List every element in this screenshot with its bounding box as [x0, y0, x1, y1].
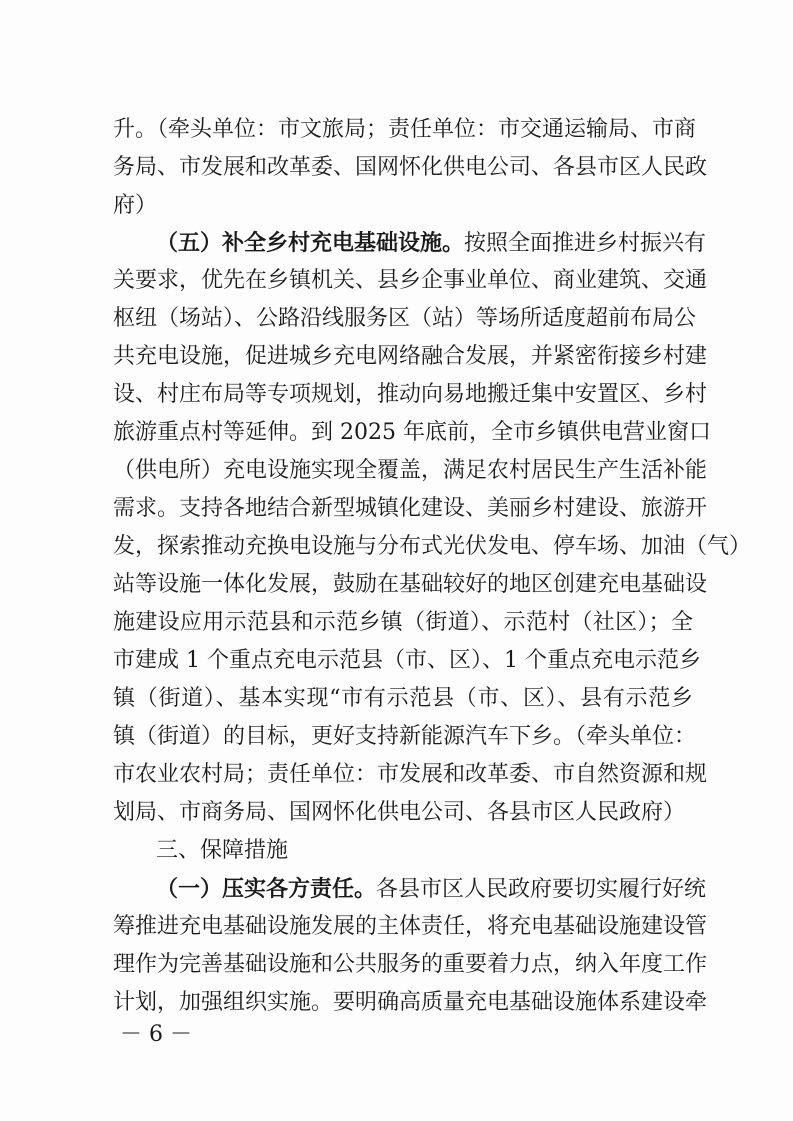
text-line: 发，探索推动充换电设施与分布式光伏发电、停车场、加油（气）	[113, 534, 752, 559]
text-line: 旅游重点村等延伸。到 2025 年底前，全市乡镇供电营业窗口	[113, 420, 711, 445]
section-five-first-line	[156, 228, 707, 258]
section-three-heading: 三、保障措施	[156, 838, 289, 863]
text-line: （供电所）充电设施实现全覆盖，满足农村居民生产生活补能	[113, 458, 708, 483]
text-line: 站等设施一体化发展，鼓励在基础较好的地区创建充电基础设	[113, 572, 708, 597]
page-number: － 6 －	[120, 1022, 192, 1047]
text-line: 施建设应用示范县和示范乡镇（街道）、示范村（社区）；全	[113, 610, 693, 635]
text-line: 镇（街道）的目标，更好支持新能源汽车下乡。（牵头单位：	[113, 724, 697, 749]
subsection-one-first-line	[156, 874, 707, 904]
text-span: 各县市区人民政府要切实履行好统	[376, 877, 707, 902]
text-line: 共充电设施，促进城乡充电网络融合发展，并紧密衔接乡村建	[113, 344, 708, 369]
text-line: 市农业农村局；责任单位：市发展和改革委、市自然资源和规	[113, 762, 708, 787]
text-line: 计划，加强组织实施。要明确高质量充电基础设施体系建设牵	[113, 990, 708, 1015]
text-line: 枢纽（场站）、公路沿线服务区（站）等场所适度超前布局公	[113, 306, 697, 331]
text-span: 按照全面推进乡村振兴有	[464, 231, 707, 256]
text-line: 镇（街道）、基本实现“市有示范县（市、区）、县有示范乡	[113, 686, 693, 711]
text-line: 筹推进充电基础设施发展的主体责任，将充电基础设施建设管	[113, 914, 708, 939]
text-line: 升。（牵头单位：市文旅局；责任单位：市交通运输局、市商	[113, 117, 697, 142]
text-line: 设、村庄布局等专项规划，推动向易地搬迁集中安置区、乡村	[113, 382, 708, 407]
text-line: 划局、市商务局、国网怀化供电公司、各县市区人民政府）	[113, 800, 686, 825]
text-line: 关要求，优先在乡镇机关、县乡企事业单位、商业建筑、交通	[113, 268, 708, 293]
subsection-one-heading: （一）压实各方责任。	[156, 876, 377, 902]
section-five-heading: （五）补全乡村充电基础设施。	[156, 230, 465, 256]
text-line: 需求。支持各地结合新型城镇化建设、美丽乡村建设、旅游开	[113, 496, 708, 521]
text-line: 府）	[113, 193, 158, 218]
text-line: 市建成 1 个重点充电示范县（市、区）、1 个重点充电示范乡	[113, 648, 701, 673]
text-line: 务局、市发展和改革委、国网怀化供电公司、各县市区人民政	[113, 155, 708, 180]
text-line: 理作为完善基础设施和公共服务的重要着力点，纳入年度工作	[113, 952, 708, 977]
